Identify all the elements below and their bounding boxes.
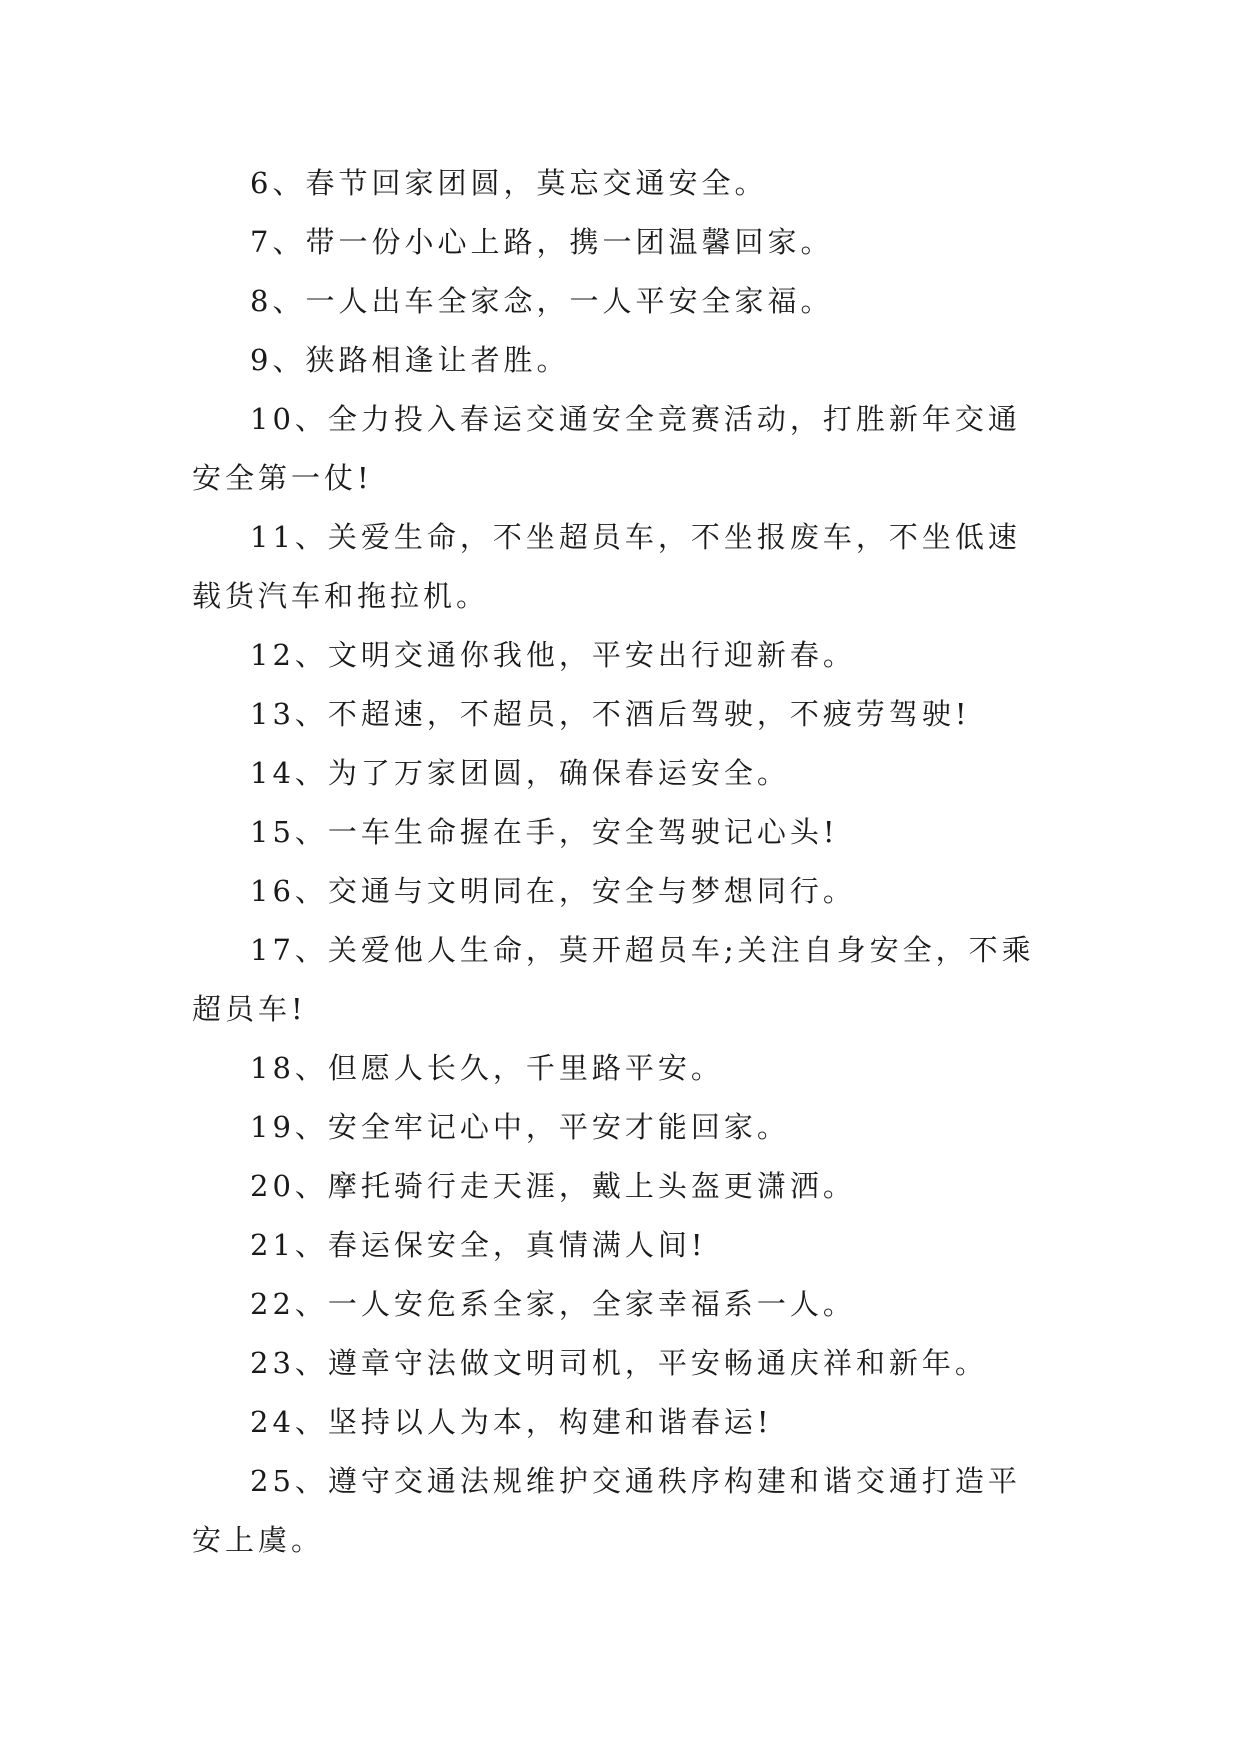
slogan-paragraph: 11、关爱生命，不坐超员车，不坐报废车，不坐低速载货汽车和拖拉机。 [192, 520, 1021, 613]
slogan-paragraph: 22、一人安危系全家，全家幸福系一人。 [250, 1287, 856, 1321]
slogan-paragraph: 9、狭路相逢让者胜。 [250, 343, 570, 377]
slogan-paragraph: 14、为了万家团圆，确保春运安全。 [250, 756, 790, 790]
document-body [192, 154, 1052, 1570]
slogan-paragraph: 24、坚持以人为本，构建和谐春运! [250, 1405, 773, 1439]
slogan-paragraph: 6、春节回家团圆，莫忘交通安全。 [250, 166, 768, 200]
slogan-paragraph: 21、春运保安全，真情满人间! [250, 1228, 707, 1262]
slogan-paragraph: 20、摩托骑行走天涯，戴上头盔更潇洒。 [250, 1169, 856, 1203]
slogan-paragraph: 17、关爱他人生命，莫开超员车;关注自身安全，不乘超员车! [192, 933, 1035, 1026]
slogan-paragraph: 16、交通与文明同在，安全与梦想同行。 [250, 874, 856, 908]
slogan-paragraph: 10、全力投入春运交通安全竞赛活动，打胜新年交通安全第一仗! [192, 402, 1021, 495]
slogan-paragraph: 23、遵章守法做文明司机，平安畅通庆祥和新年。 [250, 1346, 988, 1380]
slogan-paragraph: 13、不超速，不超员，不酒后驾驶，不疲劳驾驶! [250, 697, 971, 731]
slogan-paragraph: 12、文明交通你我他，平安出行迎新春。 [250, 638, 856, 672]
slogan-paragraph: 25、遵守交通法规维护交通秩序构建和谐交通打造平安上虞。 [192, 1464, 1021, 1557]
slogan-paragraph: 8、一人出车全家念，一人平安全家福。 [250, 284, 834, 318]
slogan-paragraph: 18、但愿人长久，千里路平安。 [250, 1051, 724, 1085]
slogan-paragraph: 7、带一份小心上路，携一团温馨回家。 [250, 225, 834, 259]
slogan-paragraph: 19、安全牢记心中，平安才能回家。 [250, 1110, 790, 1144]
slogan-paragraph: 15、一车生命握在手，安全驾驶记心头! [250, 815, 839, 849]
